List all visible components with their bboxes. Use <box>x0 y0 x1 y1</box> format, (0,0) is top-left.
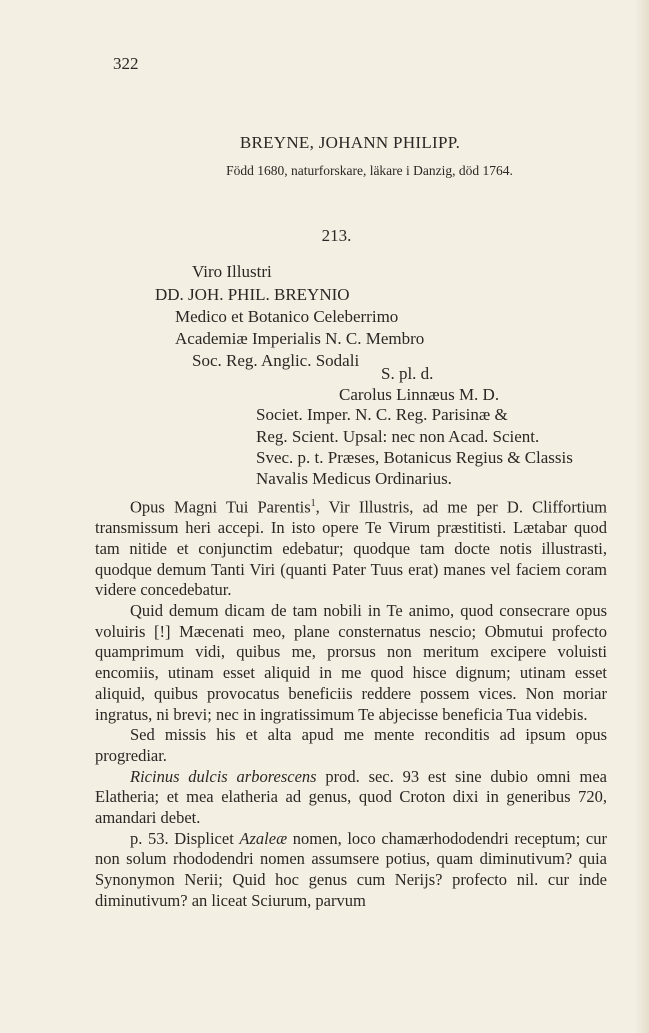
salutation-line: Navalis Medicus Ordinarius. <box>256 469 452 488</box>
paragraph-text: prod. sec. 93 est sine dubio omni mea Elatheria; et mea elatheria ad genus, quod Croton dixi in generibus 720, amandari debet. <box>95 766 607 828</box>
salutation-line: Svec. p. t. Præses, Botanicus Regius & Classis <box>256 448 573 467</box>
salutation-line: Viro Illustri <box>192 262 272 281</box>
salutation-line: Academiæ Imperialis N. C. Membro <box>175 329 425 348</box>
salutation-line: DD. JOH. PHIL. BREYNIO <box>155 285 350 304</box>
page-title: BREYNE, JOHANN PHILIPP. <box>239 133 461 152</box>
letter-number: 213. <box>321 226 352 245</box>
genus-name: Azaleæ <box>239 828 288 848</box>
letter-body <box>95 494 607 912</box>
paragraph: Sed missis his et alta apud me mente reconditis ad ipsum opus progrediar. <box>95 725 607 765</box>
paragraph-text: nomen, loco chamærhododendri receptum; cur non solum rhododendri nomen assumsere potius, quam diminutivum? quia Synonymon Nerii; Quid hoc genus cum Nerijs? profecto nil. cur inde diminutivum? an liceat Sciurum, parvum <box>95 828 607 910</box>
salutation-line: Carolus Linnæus M. D. <box>339 385 500 404</box>
species-name: Ricinus dulcis arborescens <box>130 766 317 786</box>
paragraph <box>95 494 607 601</box>
salutation-line: Soc. Reg. Anglic. Sodali <box>192 351 360 370</box>
page-number: 322 <box>113 54 139 73</box>
salutation-line: S. pl. d. <box>381 364 434 383</box>
paragraph: Quid demum dicam de tam nobili in Te animo, quod consecrare opus voluiris [!] Mæcenati meo, plane consternatus nescio; Obmutui profecto quamprimum vidi, quibus me, prorsus non meritum excipere voluisti encomiis, utinam esset aliquid in me quod hisce dignum; utinam esset aliquid, quibus provocatus beneficiis reddere possem vices. Non moriar ingratus, ni brevi; nec in ingratissimum Te abjecisse beneficia Tua videbis. <box>95 601 607 724</box>
paragraph-text: , Vir Illustris, ad me per D. Cliffortium transmissum heri accepi. In isto opere Te Virum præstitisti. Lætabar quod tam nitide et conjunctim edebatur; quodque tam docte notis illustrasti, quodque demum Tanti Viri (quanti Pater Tuus erat) manes vel faciem coram videre concedebatur. <box>95 497 608 600</box>
paragraph-text: p. 53. Displicet <box>130 828 240 848</box>
page-edge-shadow <box>635 0 649 1033</box>
paragraph <box>95 767 607 829</box>
biographical-note: Född 1680, naturforskare, läkare i Danzig, död 1764. <box>226 163 513 178</box>
salutation-line: Societ. Imper. N. C. Reg. Parisinæ & <box>256 405 508 424</box>
footnote-marker: 1 <box>310 498 316 509</box>
paragraph <box>95 829 607 912</box>
salutation-line: Medico et Botanico Celeberrimo <box>175 307 399 326</box>
salutation-line: Reg. Scient. Upsal: nec non Acad. Scient. <box>256 427 540 446</box>
paragraph-text: Opus Magni Tui Parentis <box>130 497 311 517</box>
